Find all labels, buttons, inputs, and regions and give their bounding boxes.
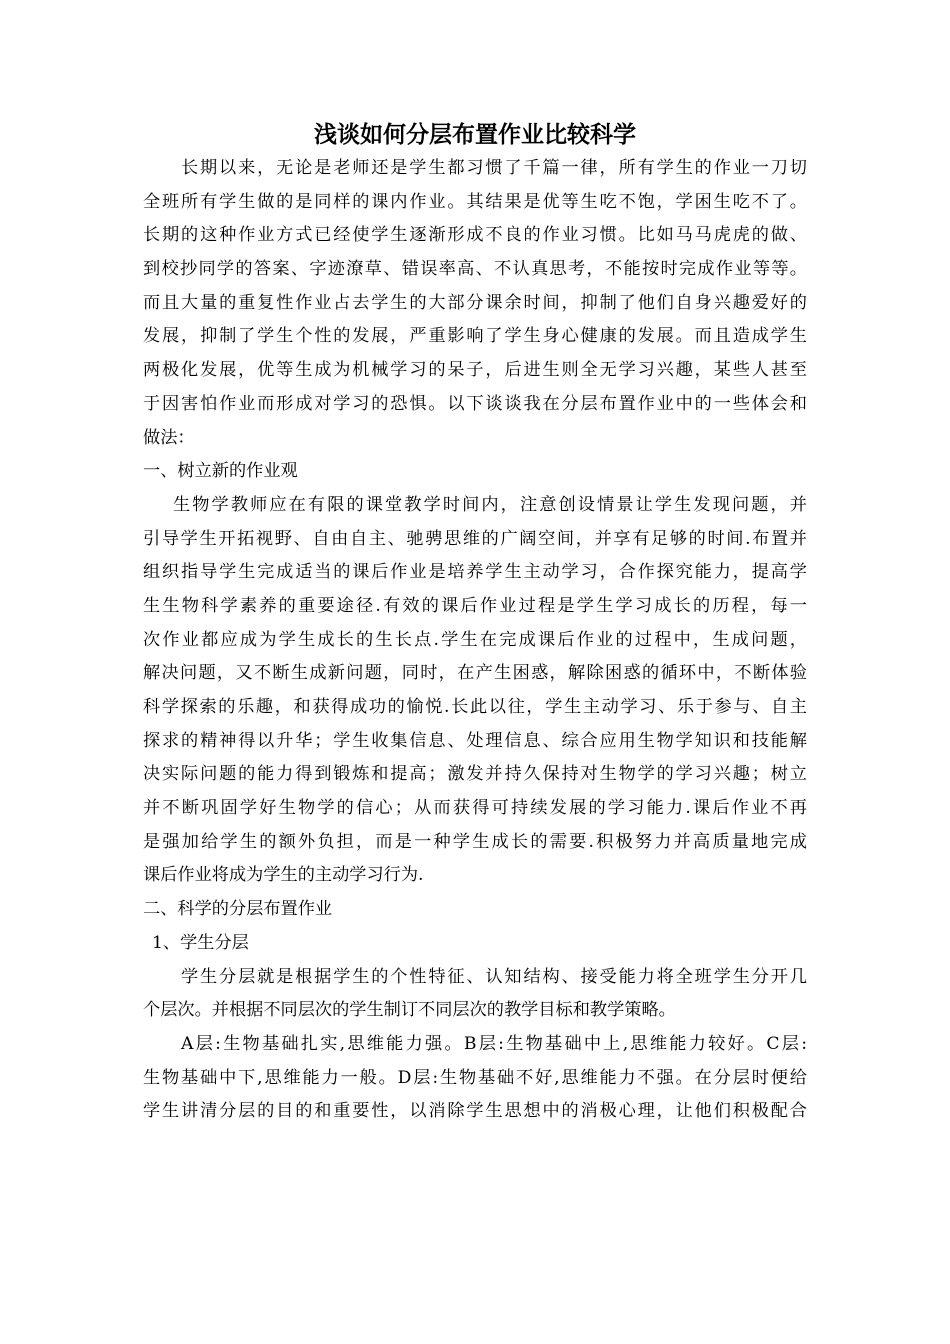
text-line: 生物学教师应在有限的课堂教学时间内，注意创设情景让学生发现问题，并	[173, 494, 807, 515]
document-body	[143, 152, 807, 1129]
text-line: 做法：	[143, 427, 195, 448]
text-line: 一、树立新的作业观	[143, 461, 298, 482]
text-line: 次作业都应成为学生成长的生长点.学生在完成课后作业的过程中，生成问题，	[143, 629, 807, 650]
text-line: 长期的这种作业方式已经使学生逐渐形成不良的作业习惯。比如马马虎虎的做、	[143, 225, 807, 246]
text-line: 到校抄同学的答案、字迹潦草、错误率高、不认真思考，不能按时完成作业等等。	[143, 259, 807, 280]
text-line: A层:生物基础扎实,思维能力强。B层:生物基础中上,思维能力较好。C层:	[181, 1033, 807, 1054]
text-line: 二、科学的分层布置作业	[143, 899, 333, 920]
text-line: 两极化发展，优等生成为机械学习的呆子，后进生则全无学习兴趣，某些人甚至	[143, 360, 807, 381]
text-line: 科学探索的乐趣，和获得成功的愉悦.长此以往，学生主动学习、乐于参与、自主	[143, 697, 807, 717]
text-line: 而且大量的重复性作业占去学生的大部分课余时间，抑制了他们自身兴趣爱好的	[143, 292, 807, 313]
text-line: 课后作业将成为学生的主动学习行为.	[143, 865, 424, 886]
text-line: 探求的精神得以升华；学生收集信息、处理信息、综合应用生物学知识和技能解	[143, 730, 807, 751]
text-line: 学生分层就是根据学生的个性特征、认知结构、接受能力将全班学生分开几	[181, 966, 807, 987]
text-line: 引导学生开拓视野、自由自主、驰骋思维的广阔空间，并享有足够的时间.布置并	[143, 528, 807, 549]
text-line: 决实际问题的能力得到锻炼和提高；激发并持久保持对生物学的学习兴趣；树立	[143, 764, 807, 785]
text-line: 组织指导学生完成适当的课后作业是培养学生主动学习，合作探究能力，提高学	[143, 562, 807, 583]
text-line: 并不断巩固学好生物学的信心；从而获得可持续发展的学习能力.课后作业不再	[143, 798, 807, 819]
text-line: 发展，抑制了学生个性的发展，严重影响了学生身心健康的发展。而且造成学生	[143, 326, 807, 347]
document-title: 浅谈如何分层布置作业比较科学	[314, 122, 636, 148]
text-line: 1、学生分层	[152, 932, 249, 953]
text-line: 于因害怕作业而形成对学习的恐惧。以下谈谈我在分层布置作业中的一些体会和	[143, 393, 807, 414]
text-line: 个层次。并根据不同层次的学生制订不同层次的教学目标和教学策略。	[143, 1000, 676, 1021]
text-line: 生生物科学素养的重要途径.有效的课后作业过程是学生学习成长的历程，每一	[143, 595, 807, 616]
text-line: 长期以来，无论是老师还是学生都习惯了千篇一律，所有学生的作业一刀切	[181, 158, 807, 178]
text-line: 是强加给学生的额外负担，而是一种学生成长的需要.积极努力并高质量地完成	[143, 831, 807, 852]
text-line: 全班所有学生做的是同样的课内作业。其结果是优等生吃不饱，学困生吃不了。	[143, 191, 807, 212]
text-line: 生物基础中下,思维能力一般。D层:生物基础不好,思维能力不强。在分层时便给	[143, 1067, 807, 1088]
text-line: 学生讲清分层的目的和重要性，以消除学生思想中的消极心理，让他们积极配合	[143, 1101, 807, 1122]
text-line: 解决问题，又不断生成新问题，同时，在产生困惑，解除困惑的循环中，不断体验	[143, 663, 807, 684]
